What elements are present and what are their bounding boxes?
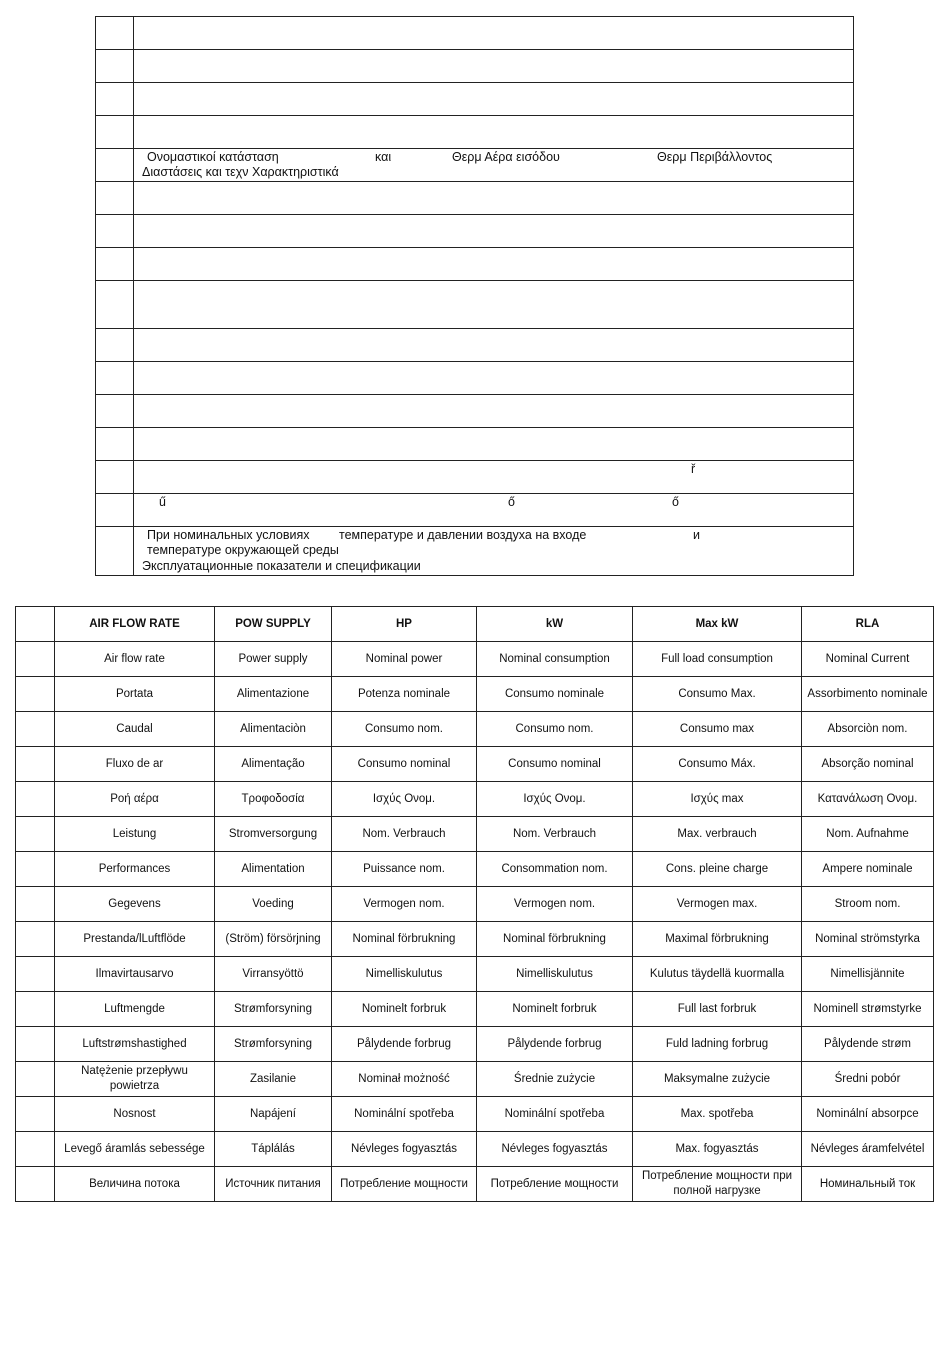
table-row — [16, 992, 934, 1027]
term-cell: Absorciòn nom. — [802, 712, 934, 747]
term-cell: Nominal consumption — [477, 642, 633, 677]
row-number-cell — [16, 887, 55, 922]
term-cell: Vermogen nom. — [332, 887, 477, 922]
term-cell: Luftstrømshastighed — [55, 1027, 215, 1062]
table-row — [16, 922, 934, 957]
term-cell: Fuld ladning forbrug — [633, 1027, 802, 1062]
row-number-cell — [96, 149, 134, 182]
stray-character: ő — [508, 495, 515, 509]
table-row — [16, 712, 934, 747]
term-cell: Max. verbrauch — [633, 817, 802, 852]
term-cell: Consumo nominal — [477, 747, 633, 782]
term-cell: Absorção nominal — [802, 747, 934, 782]
term-cell: Κατανάλωση Ονομ. — [802, 782, 934, 817]
term-cell: Nominální absorpce — [802, 1097, 934, 1132]
term-cell: Alimentation — [215, 852, 332, 887]
row-number-cell — [16, 642, 55, 677]
term-cell: Natężenie przepływu powietrza — [55, 1062, 215, 1097]
term-cell: Consumo nom. — [332, 712, 477, 747]
spec-cell — [134, 281, 854, 329]
term-cell: Nimellisjännite — [802, 957, 934, 992]
term-cell: Потребление мощности — [332, 1167, 477, 1202]
table-row — [16, 1027, 934, 1062]
term-cell: Średni pobór — [802, 1062, 934, 1097]
spec-cell — [134, 50, 854, 83]
term-cell: Nimelliskulutus — [477, 957, 633, 992]
russian-rated-conditions-cell — [134, 527, 854, 576]
spec-cell — [134, 116, 854, 149]
term-cell: Kulutus täydellä kuormalla — [633, 957, 802, 992]
term-cell: Stromversorgung — [215, 817, 332, 852]
row-number-cell — [16, 677, 55, 712]
term-cell: Pålydende forbrug — [332, 1027, 477, 1062]
term-cell: Nom. Verbrauch — [477, 817, 633, 852]
term-cell: Величина потока — [55, 1167, 215, 1202]
term-cell: Nominał możność — [332, 1062, 477, 1097]
term-cell: Consumo nominale — [477, 677, 633, 712]
term-cell: Névleges áramfelvétel — [802, 1132, 934, 1167]
term-cell: Średnie zużycie — [477, 1062, 633, 1097]
russian-performance-label: Эксплуатационные показатели и спецификации — [142, 559, 421, 573]
term-cell: Strømforsyning — [215, 1027, 332, 1062]
term-cell: Источник питания — [215, 1167, 332, 1202]
table-row — [16, 782, 934, 817]
spec-cell — [134, 215, 854, 248]
term-cell: Assorbimento nominale — [802, 677, 934, 712]
header-cell: HP — [332, 607, 477, 642]
row-number-cell — [96, 428, 134, 461]
row-number-cell — [96, 215, 134, 248]
header-cell — [16, 607, 55, 642]
row-number-cell — [16, 747, 55, 782]
table-row — [16, 852, 934, 887]
row-number-cell — [96, 83, 134, 116]
row-number-cell — [16, 712, 55, 747]
term-cell: Nominell strømstyrke — [802, 992, 934, 1027]
term-cell: Portata — [55, 677, 215, 712]
term-cell: Consumo nominal — [332, 747, 477, 782]
term-cell: Nom. Verbrauch — [332, 817, 477, 852]
row-number-cell — [96, 329, 134, 362]
greek-russian-spec-table — [95, 16, 854, 576]
header-cell: RLA — [802, 607, 934, 642]
row-number-cell — [16, 992, 55, 1027]
row-number-cell — [96, 116, 134, 149]
row-number-cell — [96, 362, 134, 395]
row-number-cell — [16, 1097, 55, 1132]
term-cell: Full load consumption — [633, 642, 802, 677]
table-row — [16, 677, 934, 712]
table-row — [16, 1097, 934, 1132]
term-cell: Ampere nominale — [802, 852, 934, 887]
row-number-cell — [96, 182, 134, 215]
term-cell: Consumo Máx. — [633, 747, 802, 782]
term-cell: Táplálás — [215, 1132, 332, 1167]
spec-cell — [134, 83, 854, 116]
table-row — [16, 887, 934, 922]
term-cell: Nominal strömstyrka — [802, 922, 934, 957]
term-cell: Nominální spotřeba — [477, 1097, 633, 1132]
term-cell: Pålydende forbrug — [477, 1027, 633, 1062]
term-cell: Puissance nom. — [332, 852, 477, 887]
term-cell: Nominal förbrukning — [477, 922, 633, 957]
row-number-cell — [96, 395, 134, 428]
term-cell: Leistung — [55, 817, 215, 852]
term-cell: Потребление мощности — [477, 1167, 633, 1202]
greek-and-label: και — [375, 150, 392, 164]
term-cell: Nosnost — [55, 1097, 215, 1132]
russian-inlet-air-label: температуре и давлении воздуха на входе — [339, 528, 587, 542]
term-cell: Névleges fogyasztás — [477, 1132, 633, 1167]
term-cell: Vermogen max. — [633, 887, 802, 922]
greek-dimensions-label: Διαστάσεις και τεχν Χαρακτηριστικά — [142, 165, 339, 179]
stray-character: ř — [691, 462, 696, 476]
term-cell: Nom. Aufnahme — [802, 817, 934, 852]
term-cell: Full last forbruk — [633, 992, 802, 1027]
term-cell: Nominal Current — [802, 642, 934, 677]
spec-cell — [134, 461, 854, 494]
term-cell: Nominální spotřeba — [332, 1097, 477, 1132]
greek-rated-conditions-label: Ονομαστικοί κατάσταση — [147, 150, 279, 164]
row-number-cell — [16, 817, 55, 852]
spec-cell — [134, 428, 854, 461]
row-number-cell — [96, 461, 134, 494]
header-cell: Max kW — [633, 607, 802, 642]
russian-and-label: и — [693, 528, 700, 542]
table-header-row — [16, 607, 934, 642]
multilingual-terms-table — [15, 606, 934, 1202]
row-number-cell — [16, 1132, 55, 1167]
term-cell: Vermogen nom. — [477, 887, 633, 922]
russian-rated-conditions-label: При номинальных условиях — [147, 528, 310, 542]
table-row — [16, 747, 934, 782]
row-number-cell — [16, 1027, 55, 1062]
russian-ambient-temp-label: температуре окружающей среды — [147, 543, 339, 557]
table-row — [16, 1132, 934, 1167]
header-cell: POW SUPPLY — [215, 607, 332, 642]
term-cell: Maksymalne zużycie — [633, 1062, 802, 1097]
term-cell: Napájení — [215, 1097, 332, 1132]
header-cell: kW — [477, 607, 633, 642]
term-cell: Номинальный ток — [802, 1167, 934, 1202]
row-number-cell — [96, 17, 134, 50]
spec-cell — [134, 182, 854, 215]
spec-cell — [134, 494, 854, 527]
stray-character: ő — [672, 495, 679, 509]
term-cell: Alimentazione — [215, 677, 332, 712]
spec-cell — [134, 395, 854, 428]
term-cell: Potenza nominale — [332, 677, 477, 712]
term-cell: Gegevens — [55, 887, 215, 922]
term-cell: Luftmengde — [55, 992, 215, 1027]
term-cell: Névleges fogyasztás — [332, 1132, 477, 1167]
spec-cell — [134, 329, 854, 362]
term-cell: Prestanda/lLuftflöde — [55, 922, 215, 957]
row-number-cell — [96, 494, 134, 527]
stray-character: ű — [159, 495, 166, 509]
spec-cell — [134, 362, 854, 395]
term-cell: Strømforsyning — [215, 992, 332, 1027]
term-cell: Voeding — [215, 887, 332, 922]
term-cell: Max. fogyasztás — [633, 1132, 802, 1167]
term-cell: Power supply — [215, 642, 332, 677]
table-row — [16, 1062, 934, 1097]
row-number-cell — [16, 1167, 55, 1202]
term-cell: Потребление мощности при полной нагрузке — [633, 1167, 802, 1202]
term-cell: Max. spotřeba — [633, 1097, 802, 1132]
term-cell: Zasilanie — [215, 1062, 332, 1097]
term-cell: Τροφοδοσία — [215, 782, 332, 817]
greek-ambient-temp-label: Θερμ Περιβάλλοντος — [657, 150, 773, 164]
term-cell: Consommation nom. — [477, 852, 633, 887]
spec-cell — [134, 17, 854, 50]
term-cell: Consumo Max. — [633, 677, 802, 712]
term-cell: Nimelliskulutus — [332, 957, 477, 992]
row-number-cell — [96, 248, 134, 281]
table-row — [16, 817, 934, 852]
row-number-cell — [16, 957, 55, 992]
term-cell: Ισχύς max — [633, 782, 802, 817]
term-cell: Ροή αέρα — [55, 782, 215, 817]
term-cell: Ισχύς Ονομ. — [332, 782, 477, 817]
term-cell: Levegő áramlás sebessége — [55, 1132, 215, 1167]
row-number-cell — [16, 782, 55, 817]
term-cell: Performances — [55, 852, 215, 887]
term-cell: Nominelt forbruk — [332, 992, 477, 1027]
greek-inlet-air-temp-label: Θερμ Αέρα εισόδου — [452, 150, 560, 164]
row-number-cell — [16, 852, 55, 887]
term-cell: Nominal power — [332, 642, 477, 677]
term-cell: Ισχύς Ονομ. — [477, 782, 633, 817]
term-cell: Nominelt forbruk — [477, 992, 633, 1027]
greek-rated-conditions-cell — [134, 149, 854, 182]
term-cell: (Ström) försörjning — [215, 922, 332, 957]
term-cell: Fluxo de ar — [55, 747, 215, 782]
term-cell: Alimentaciòn — [215, 712, 332, 747]
row-number-cell — [16, 922, 55, 957]
term-cell: Stroom nom. — [802, 887, 934, 922]
row-number-cell — [96, 281, 134, 329]
row-number-cell — [96, 527, 134, 576]
term-cell: Virransyöttö — [215, 957, 332, 992]
table-row — [16, 642, 934, 677]
term-cell: Consumo max — [633, 712, 802, 747]
term-cell: Ilmavirtausarvo — [55, 957, 215, 992]
term-cell: Maximal förbrukning — [633, 922, 802, 957]
term-cell: Consumo nom. — [477, 712, 633, 747]
term-cell: Caudal — [55, 712, 215, 747]
term-cell: Cons. pleine charge — [633, 852, 802, 887]
table-row — [16, 957, 934, 992]
header-cell: AIR FLOW RATE — [55, 607, 215, 642]
term-cell: Air flow rate — [55, 642, 215, 677]
row-number-cell — [96, 50, 134, 83]
table-row — [16, 1167, 934, 1202]
term-cell: Pålydende strøm — [802, 1027, 934, 1062]
term-cell: Alimentação — [215, 747, 332, 782]
term-cell: Nominal förbrukning — [332, 922, 477, 957]
row-number-cell — [16, 1062, 55, 1097]
spec-cell — [134, 248, 854, 281]
